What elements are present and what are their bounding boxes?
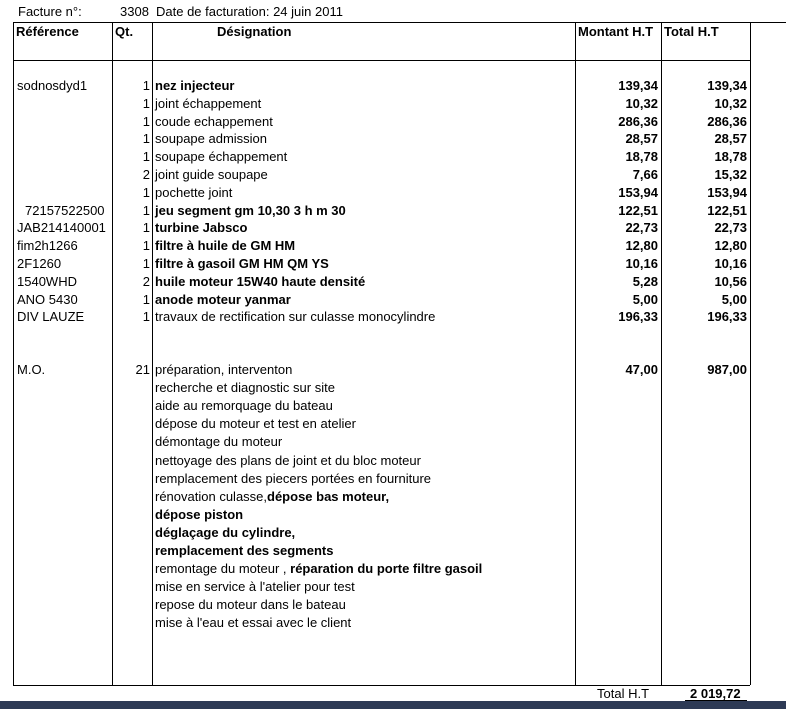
column-header-qty: Qt. [115, 24, 134, 39]
item-qty: 1 [142, 95, 150, 111]
item-total: 10,56 [714, 273, 747, 289]
item-reference: ANO 5430 [17, 291, 78, 307]
labor-line [155, 416, 356, 431]
item-amount: 286,36 [618, 113, 658, 129]
item-qty: 1 [142, 184, 150, 200]
item-designation: pochette joint [155, 184, 233, 200]
column-header-amount: Montant H.T [578, 24, 654, 39]
item-total: 139,34 [707, 78, 747, 93]
item-qty: 1 [142, 256, 150, 271]
item-total: 5,00 [721, 291, 747, 307]
item-amount: 5,00 [632, 291, 658, 307]
labor-line-text: préparation, interventon [155, 362, 293, 377]
item-designation: huile moteur 15W40 haute densité [155, 273, 366, 289]
labor-line [155, 453, 421, 468]
labor-line-text: repose du moteur dans le bateau [155, 597, 346, 613]
invoice-date: Date de facturation: 24 juin 2011 [156, 4, 343, 19]
labor-line [155, 398, 333, 413]
item-reference: 1540WHD [17, 273, 77, 289]
labor-amount: 47,00 [625, 362, 658, 377]
labor-line [155, 561, 482, 576]
item-total: 122,51 [707, 202, 747, 218]
item-total: 12,80 [714, 238, 747, 254]
labor-line-text: dépose piston [155, 506, 244, 522]
item-qty: 1 [142, 78, 150, 93]
item-amount: 12,80 [625, 238, 658, 254]
item-amount: 22,73 [625, 220, 658, 236]
item-total: 153,94 [707, 184, 747, 200]
item-total: 15,32 [714, 167, 747, 182]
labor-line-text: aide au remorquage du bateau [155, 398, 333, 414]
total-label: Total H.T [597, 686, 650, 701]
labor-line-text: nettoyage des plans de joint et du bloc moteur [155, 452, 421, 468]
item-amount: 28,57 [625, 131, 658, 147]
labor-line [155, 615, 351, 630]
labor-line [155, 525, 295, 540]
column-header-reference: Référence [16, 24, 79, 39]
labor-line [155, 362, 292, 377]
item-designation: turbine Jabsco [155, 220, 248, 236]
column-header-designation: Désignation [217, 24, 292, 39]
item-qty: 1 [142, 113, 150, 129]
item-amount: 153,94 [618, 184, 658, 200]
item-amount: 7,66 [632, 167, 658, 182]
col-border-qty [152, 23, 153, 685]
header-top-rule [13, 22, 786, 23]
item-designation: joint guide soupape [155, 167, 268, 182]
item-reference: 72157522500 [25, 202, 105, 218]
item-amount: 5,28 [632, 273, 658, 289]
item-qty: 1 [142, 220, 150, 236]
item-reference: JAB214140001 [17, 220, 106, 236]
total-value: 2 019,72 [690, 686, 741, 701]
item-designation: travaux de rectification sur culasse monocylindre [155, 309, 436, 325]
item-designation: jeu segment gm 10,30 3 h m 30 [155, 202, 346, 218]
labor-line [155, 579, 355, 594]
item-designation: filtre à gasoil GM HM QM YS [155, 256, 329, 271]
labor-line [155, 543, 333, 558]
labor-line-text: mise en service à l'atelier pour test [155, 579, 355, 595]
labor-line-text: démontage du moteur [155, 434, 283, 450]
item-reference: fim2h1266 [17, 238, 78, 254]
labor-line [155, 434, 282, 449]
labor-line [155, 471, 431, 486]
item-designation: soupape échappement [155, 149, 288, 165]
item-designation: nez injecteur [155, 78, 235, 93]
labor-line-text: déglaçage du cylindre, [155, 524, 296, 540]
item-qty: 1 [142, 309, 150, 325]
labor-line [155, 597, 346, 612]
labor-line-text: dépose bas moteur, [267, 488, 390, 504]
item-designation: joint échappement [155, 95, 262, 111]
labor-total: 987,00 [707, 362, 747, 377]
item-total: 10,32 [714, 95, 747, 111]
item-total: 196,33 [707, 309, 747, 325]
item-designation: filtre à huile de GM HM [155, 238, 296, 254]
item-total: 18,78 [714, 149, 747, 165]
labor-line-text: remplacement des segments [155, 543, 334, 558]
item-qty: 1 [142, 291, 150, 307]
item-reference: sodnosdyd1 [17, 78, 88, 93]
item-total: 28,57 [714, 131, 747, 147]
labor-line [155, 489, 389, 504]
item-designation: anode moteur yanmar [155, 291, 291, 307]
labor-line [155, 380, 335, 395]
item-total: 22,73 [714, 220, 747, 236]
item-qty: 1 [142, 238, 150, 254]
labor-reference: M.O. [17, 362, 46, 377]
item-total: 286,36 [707, 113, 747, 129]
labor-qty: 21 [135, 362, 150, 377]
item-qty: 2 [142, 167, 150, 182]
item-amount: 10,16 [625, 256, 658, 271]
labor-line-text: recherche et diagnostic sur site [155, 380, 335, 396]
item-amount: 196,33 [618, 309, 658, 325]
invoice-label: Facture n°: [18, 4, 82, 19]
labor-line-text: réparation du porte filtre gasoil [290, 561, 483, 577]
item-qty: 1 [142, 202, 150, 218]
labor-line-text: remplacement des piecers portées en fourniture [155, 470, 432, 486]
item-qty: 1 [142, 131, 150, 147]
col-border-right [750, 23, 751, 685]
item-amount: 18,78 [625, 149, 658, 165]
labor-line-text: remontage du moteur , [155, 561, 291, 577]
labor-line-text: dépose du moteur et test en atelier [155, 416, 356, 432]
labor-line-text: rénovation culasse, [155, 488, 268, 504]
item-reference: 2F1260 [17, 256, 62, 271]
labor-line-text: mise à l'eau et essai avec le client [155, 615, 352, 631]
col-border-left [13, 23, 14, 685]
bottom-edge-bar [0, 701, 786, 709]
item-qty: 2 [142, 273, 150, 289]
column-header-total: Total H.T [664, 24, 719, 39]
item-amount: 10,32 [625, 95, 658, 111]
item-total: 10,16 [714, 256, 747, 271]
item-amount: 122,51 [618, 202, 658, 218]
item-designation: soupape admission [155, 131, 268, 147]
header-bottom-rule [13, 60, 750, 61]
item-amount: 139,34 [618, 78, 658, 93]
labor-line [155, 507, 243, 522]
item-qty: 1 [142, 149, 150, 165]
item-designation: coude echappement [155, 113, 273, 129]
invoice-number: 3308 [120, 4, 149, 19]
item-reference: DIV LAUZE [17, 309, 85, 325]
